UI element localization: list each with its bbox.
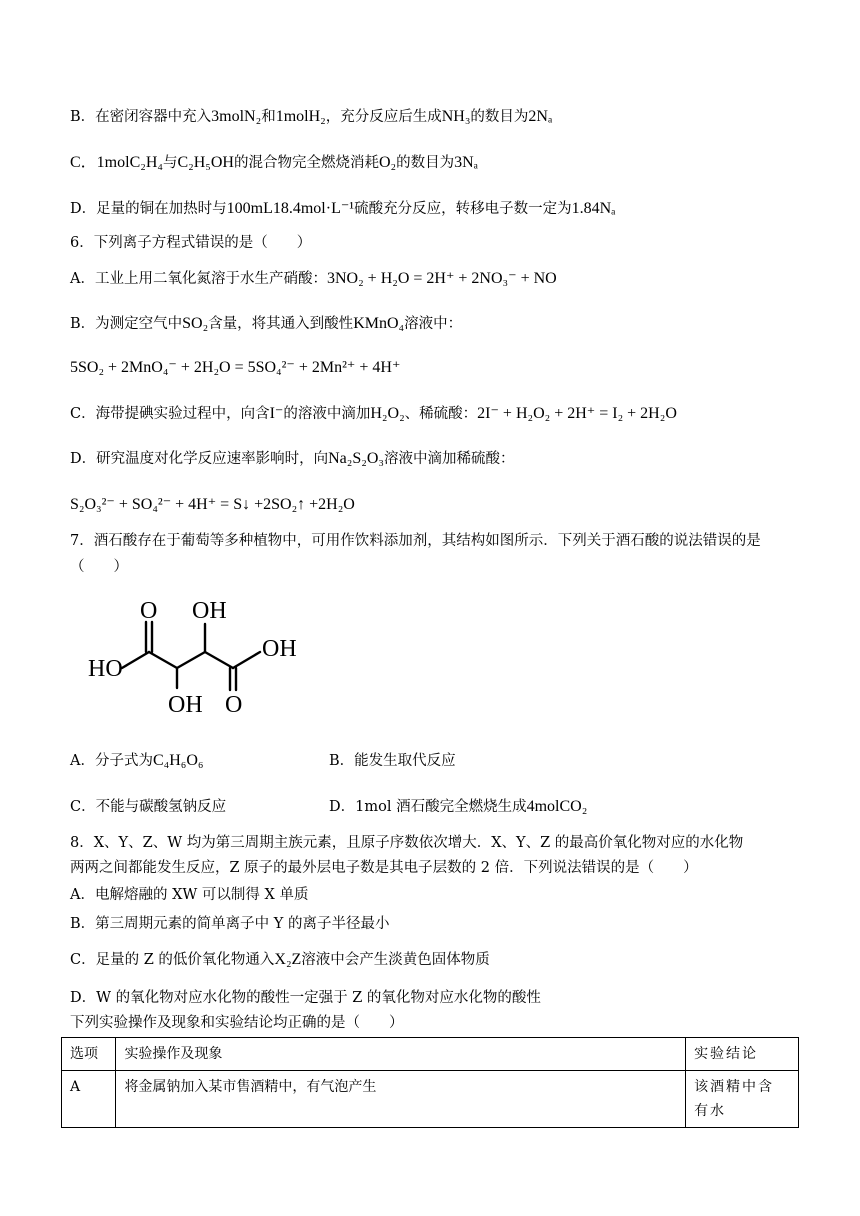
text: 的溶液中滴加 bbox=[283, 406, 371, 422]
formula: X₂Z bbox=[274, 951, 302, 968]
table-row bbox=[62, 1071, 799, 1128]
q7-option-a bbox=[70, 751, 204, 771]
text: D．1mol 酒石酸完全燃烧生成 bbox=[329, 799, 527, 815]
formula: KMnO₄ bbox=[353, 315, 405, 332]
row-option: A bbox=[62, 1071, 116, 1128]
text: 、稀硫酸： bbox=[404, 406, 478, 422]
q7-stem-line2: （ ） bbox=[70, 559, 128, 575]
formula: 100mL18.4mol·L⁻¹ bbox=[226, 200, 355, 217]
formula: NH₃ bbox=[441, 108, 471, 125]
text: 溶液中滴加稀硫酸： bbox=[383, 451, 515, 467]
text: 含量，将其通入到酸性 bbox=[208, 316, 354, 332]
q8-option-d: D．W 的氧化物对应水化物的酸性一定强于 Z 的氧化物对应水化物的酸性 bbox=[70, 990, 541, 1006]
q5-option-c bbox=[70, 153, 478, 173]
text: 的混合物完全燃烧消耗 bbox=[233, 155, 379, 171]
formula: 3molN₂ bbox=[211, 108, 262, 125]
text: 的数目为 bbox=[470, 109, 529, 125]
q7-option-c: C．不能与碳酸氢钠反应 bbox=[70, 799, 227, 815]
header-option: 选项 bbox=[62, 1038, 116, 1071]
text: C．海带提碘实验过程中，向含 bbox=[70, 406, 270, 422]
structure-hydroxyl-right: OH bbox=[262, 636, 297, 662]
formula: C₂H₅OH bbox=[177, 154, 234, 171]
row-operation: 将金属钠加入某市售酒精中，有气泡产生 bbox=[116, 1071, 686, 1128]
formula: 1molH₂ bbox=[275, 108, 326, 125]
q8-option-c bbox=[70, 950, 490, 970]
q6-option-a bbox=[70, 269, 557, 289]
formula: O₂ bbox=[378, 154, 397, 171]
text: 和 bbox=[261, 109, 276, 125]
structure-hydroxyl-left: HO bbox=[88, 656, 123, 682]
header-conclusion: 实验结论 bbox=[686, 1038, 799, 1071]
formula: I⁻ bbox=[269, 405, 284, 422]
q6-option-d bbox=[70, 449, 514, 469]
text: A．工业上用二氧化氮溶于水生产硝酸： bbox=[70, 271, 327, 287]
text: 与 bbox=[162, 155, 178, 171]
text: B．为测定空气中 bbox=[70, 316, 183, 332]
q6-option-c bbox=[70, 404, 677, 424]
q6-option-d-equation: S₂O₃²⁻ + SO₄²⁻ + 4H⁺ = S↓ +2SO₂↑ +2H₂O bbox=[70, 496, 355, 513]
text: 硫酸充分反应，转移电子数一定为 bbox=[354, 201, 572, 217]
text: D．足量的铜在加热时与 bbox=[70, 201, 227, 217]
q8-stem-line2: 两两之间都能发生反应，Z 原子的最外层电子数是其电子层数的 2 倍．下列说法错误的是（ ） bbox=[70, 860, 698, 876]
q6-option-b bbox=[70, 314, 462, 334]
table-header-row bbox=[62, 1038, 799, 1071]
q5-option-d bbox=[70, 199, 616, 219]
q9-stem: 下列实验操作及现象和实验结论均正确的是（ ） bbox=[70, 1015, 404, 1031]
structure-carbonyl-o-bottom: O bbox=[225, 692, 243, 718]
formula: H₂O₂ bbox=[370, 405, 405, 422]
q5-option-b bbox=[70, 107, 552, 127]
text: C．足量的 Z 的低价氧化物通入 bbox=[70, 952, 275, 968]
text: 的数目为 bbox=[396, 155, 455, 171]
structure-hydroxyl-bottom: OH bbox=[168, 692, 203, 718]
formula: SO₂ bbox=[182, 315, 209, 332]
q6-option-b-equation: 5SO₂ + 2MnO₄⁻ + 2H₂O = 5SO₄²⁻ + 2Mn²⁺ + 4H⁺ bbox=[70, 359, 401, 376]
text: D．研究温度对化学反应速率影响时，向 bbox=[70, 451, 329, 467]
q8-option-a: A．电解熔融的 XW 可以制得 X 单质 bbox=[70, 887, 309, 903]
q7-option-b: B．能发生取代反应 bbox=[329, 753, 456, 769]
formula: Na₂S₂O₃ bbox=[328, 450, 384, 467]
structure-hydroxyl-top: OH bbox=[192, 598, 227, 624]
formula: 1.84Nₐ bbox=[571, 200, 616, 217]
formula: 2Nₐ bbox=[528, 108, 553, 125]
text: 溶液中会产生淡黄色固体物质 bbox=[301, 952, 490, 968]
experiment-table bbox=[61, 1037, 799, 1128]
tartaric-acid-structure bbox=[88, 592, 312, 720]
formula: 3Nₐ bbox=[454, 154, 479, 171]
formula: 4molCO₂ bbox=[526, 798, 588, 815]
structure-carbonyl-o-top: O bbox=[140, 598, 158, 624]
q7-stem-line1: 7．酒石酸存在于葡萄等多种植物中，可用作饮料添加剂，其结构如图所示．下列关于酒石酸的说法错误的是 bbox=[70, 533, 761, 549]
formula: C．1molC₂H₄ bbox=[70, 154, 163, 171]
text: A．分子式为 bbox=[70, 753, 153, 769]
row-conclusion: 该酒精中含有水 bbox=[686, 1071, 799, 1128]
q8-option-b: B．第三周期元素的简单离子中 Y 的离子半径最小 bbox=[70, 916, 390, 932]
q8-stem-line1: 8．X、Y、Z、W 均为第三周期主族元素，且原子序数依次增大．X、Y、Z 的最高价氧化物对应的水化物 bbox=[70, 835, 744, 851]
header-operation: 实验操作及现象 bbox=[116, 1038, 686, 1071]
equation: 3NO₂ + H₂O = 2H⁺ + 2NO₃⁻ + NO bbox=[326, 270, 557, 287]
q7-option-d bbox=[329, 797, 587, 817]
text: 溶液中： bbox=[404, 316, 463, 332]
q6-stem: 6．下列离子方程式错误的是（ ） bbox=[70, 235, 312, 251]
equation: 2I⁻ + H₂O₂ + 2H⁺ = I₂ + 2H₂O bbox=[477, 405, 677, 422]
text: ，充分反应后生成 bbox=[325, 109, 442, 125]
formula: C₄H₆O₆ bbox=[152, 752, 204, 769]
text: B．在密闭容器中充入 bbox=[70, 109, 212, 125]
